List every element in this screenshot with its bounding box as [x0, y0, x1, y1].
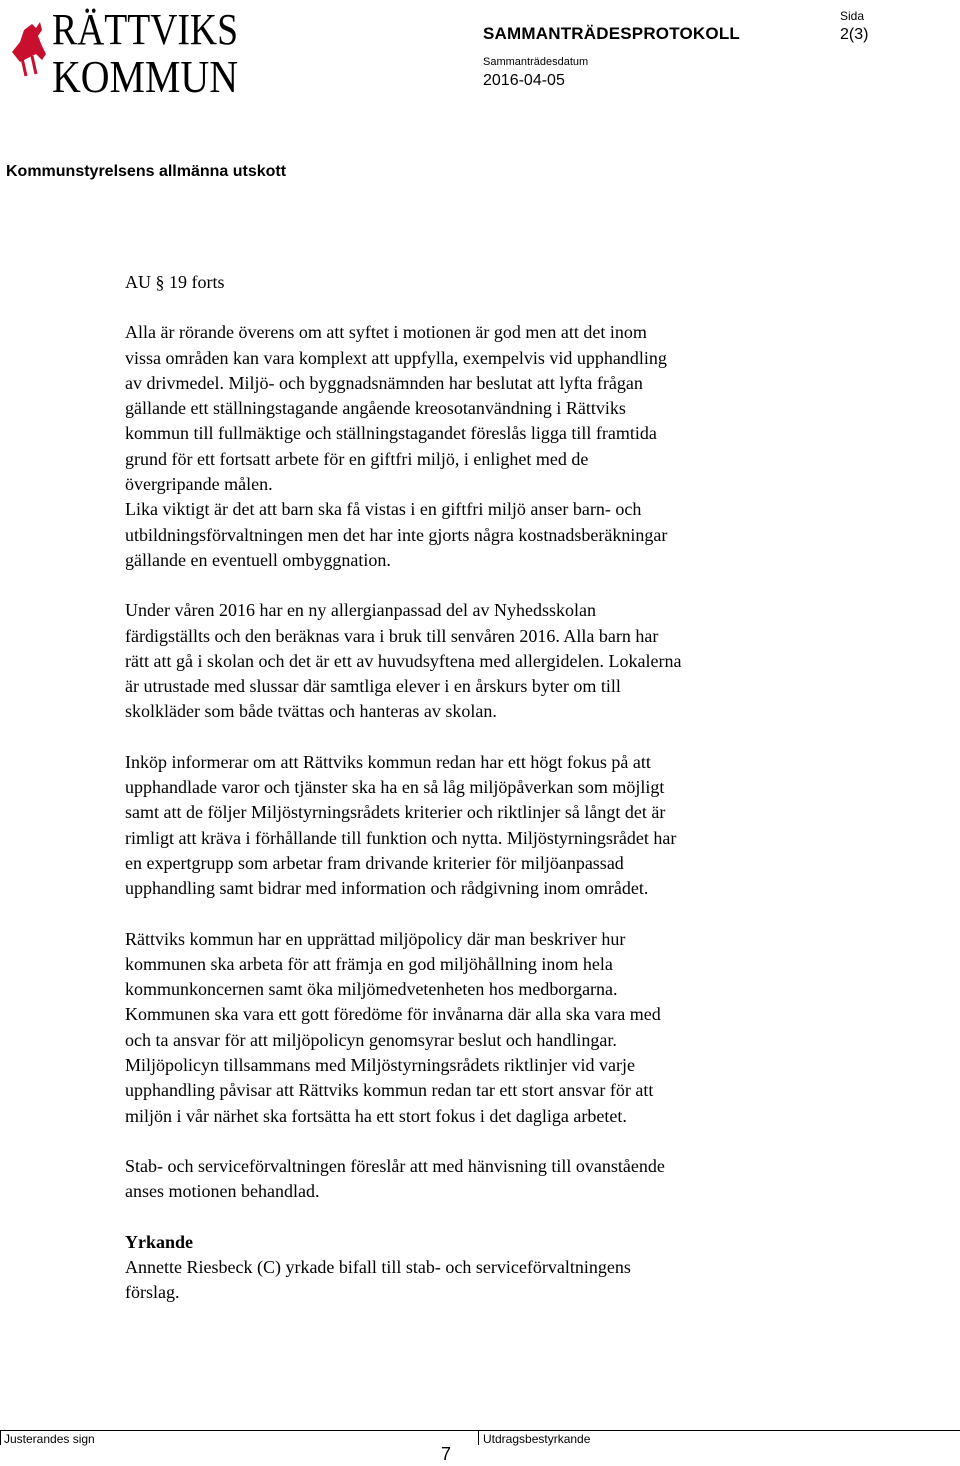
meeting-date-label: Sammanträdesdatum — [483, 56, 589, 68]
extract-certification-label: Utdragsbestyrkande — [483, 1432, 591, 1446]
page-label: Sida — [840, 9, 865, 23]
footer-divider — [0, 1430, 960, 1431]
paragraph-proposal: Stab- och serviceförvaltningen föreslår att med hänvisning till ovanstående anses motionen behandlad. — [125, 1155, 665, 1202]
page-count: 2(3) — [840, 26, 869, 43]
approver-signature-label: Justerandes sign — [4, 1432, 95, 1446]
footer-mid-border — [478, 1431, 479, 1445]
committee-name: Kommunstyrelsens allmänna utskott — [6, 163, 287, 180]
dala-horse-icon — [12, 22, 46, 76]
paragraph-nyhedsskolan: Under våren 2016 har en ny allergianpassad del av Nyhedsskolan färdigställts och den beräknas vara i bruk till senvåren 2016. Alla barn har rätt att gå i skolan och det är ett av huvudsyftena med allergidelen. Lokalerna är utrustade med slussar där samtliga elever i en årskurs byter om till skolkläder som både tvättas och hanteras av skolan. — [125, 600, 682, 722]
page-number: 7 — [441, 1444, 452, 1464]
document-type: SAMMANTRÄDESPROTOKOLL — [483, 24, 740, 43]
paragraph-procurement: Inköp informerar om att Rättviks kommun redan har ett högt fokus på att upphandlade varor och tjänster ska ha en så låg miljöpåverkan som möjligt samt att de följer Miljöstyrningsrådets kriterier och riktlinjer så långt det är rimligt att kräva i förhållande till funktion och nytta. Miljöstyrningsrådet har en expertgrupp som arbetar fram drivande kriterier för miljöanpassad upphandling samt bidrar med information och rådgivning inom området. — [125, 751, 677, 899]
paragraph-environmental-policy: Rättviks kommun har en upprättad miljöpolicy där man beskriver hur kommunen ska arbeta för att främja en god miljöhållning inom hela kommunkoncernen samt öka miljömedvetenheten hos medborgarna. Kommunen ska vara ett gott föredöme för invånarna där alla ska vara med och ta ansvar för att miljöpolicyn genomsyrar beslut och handlingar. Miljöpolicyn tillsammans med Miljöstyrningsrådets riktlinjer vid varje upphandling påvisar att Rättviks kommun redan tar ett stort ansvar för att miljön i vår närhet ska fortsätta ha ett stort fokus i det dagliga arbetet. — [125, 928, 661, 1126]
logo-word-rattviks: RÄTTVIKS — [52, 5, 238, 54]
footer-left-border — [0, 1431, 1, 1445]
yrkande-heading: Yrkande — [125, 1231, 194, 1252]
case-title: AU § 19 forts — [125, 272, 225, 292]
rattviks-kommun-logo — [6, 2, 242, 102]
paragraph-motion-assessment: Alla är rörande överens om att syftet i motionen är god men att det inom vissa områden kan vara komplext att uppfylla, exempelvis vid upphandling av drivmedel. Miljö- och byggnadsnämnden har beslutat att lyfta frågan gällande ett ställningstagande angående kreosotanvändning i Rättviks kommun till fullmäktige och ställningstagandet föreslås ligga till framtida grund för ett fortsatt arbete för en giftfri miljö, i enlighet med de övergripande målen. Lika viktigt är det att barn ska få vistas i en giftfri miljö anser barn- och utbildningsförvaltningen men det har inte gjorts några kostnadsberäkningar gällande en eventuell ombyggnation. — [125, 322, 668, 570]
yrkande-section: Yrkande Annette Riesbeck (C) yrkade bifall till stab- och serviceförvaltningens förslag. — [125, 1230, 825, 1306]
meeting-date: 2016-04-05 — [483, 72, 565, 89]
protocol-body — [125, 270, 825, 1305]
logo-word-kommun: KOMMUN — [52, 51, 238, 102]
